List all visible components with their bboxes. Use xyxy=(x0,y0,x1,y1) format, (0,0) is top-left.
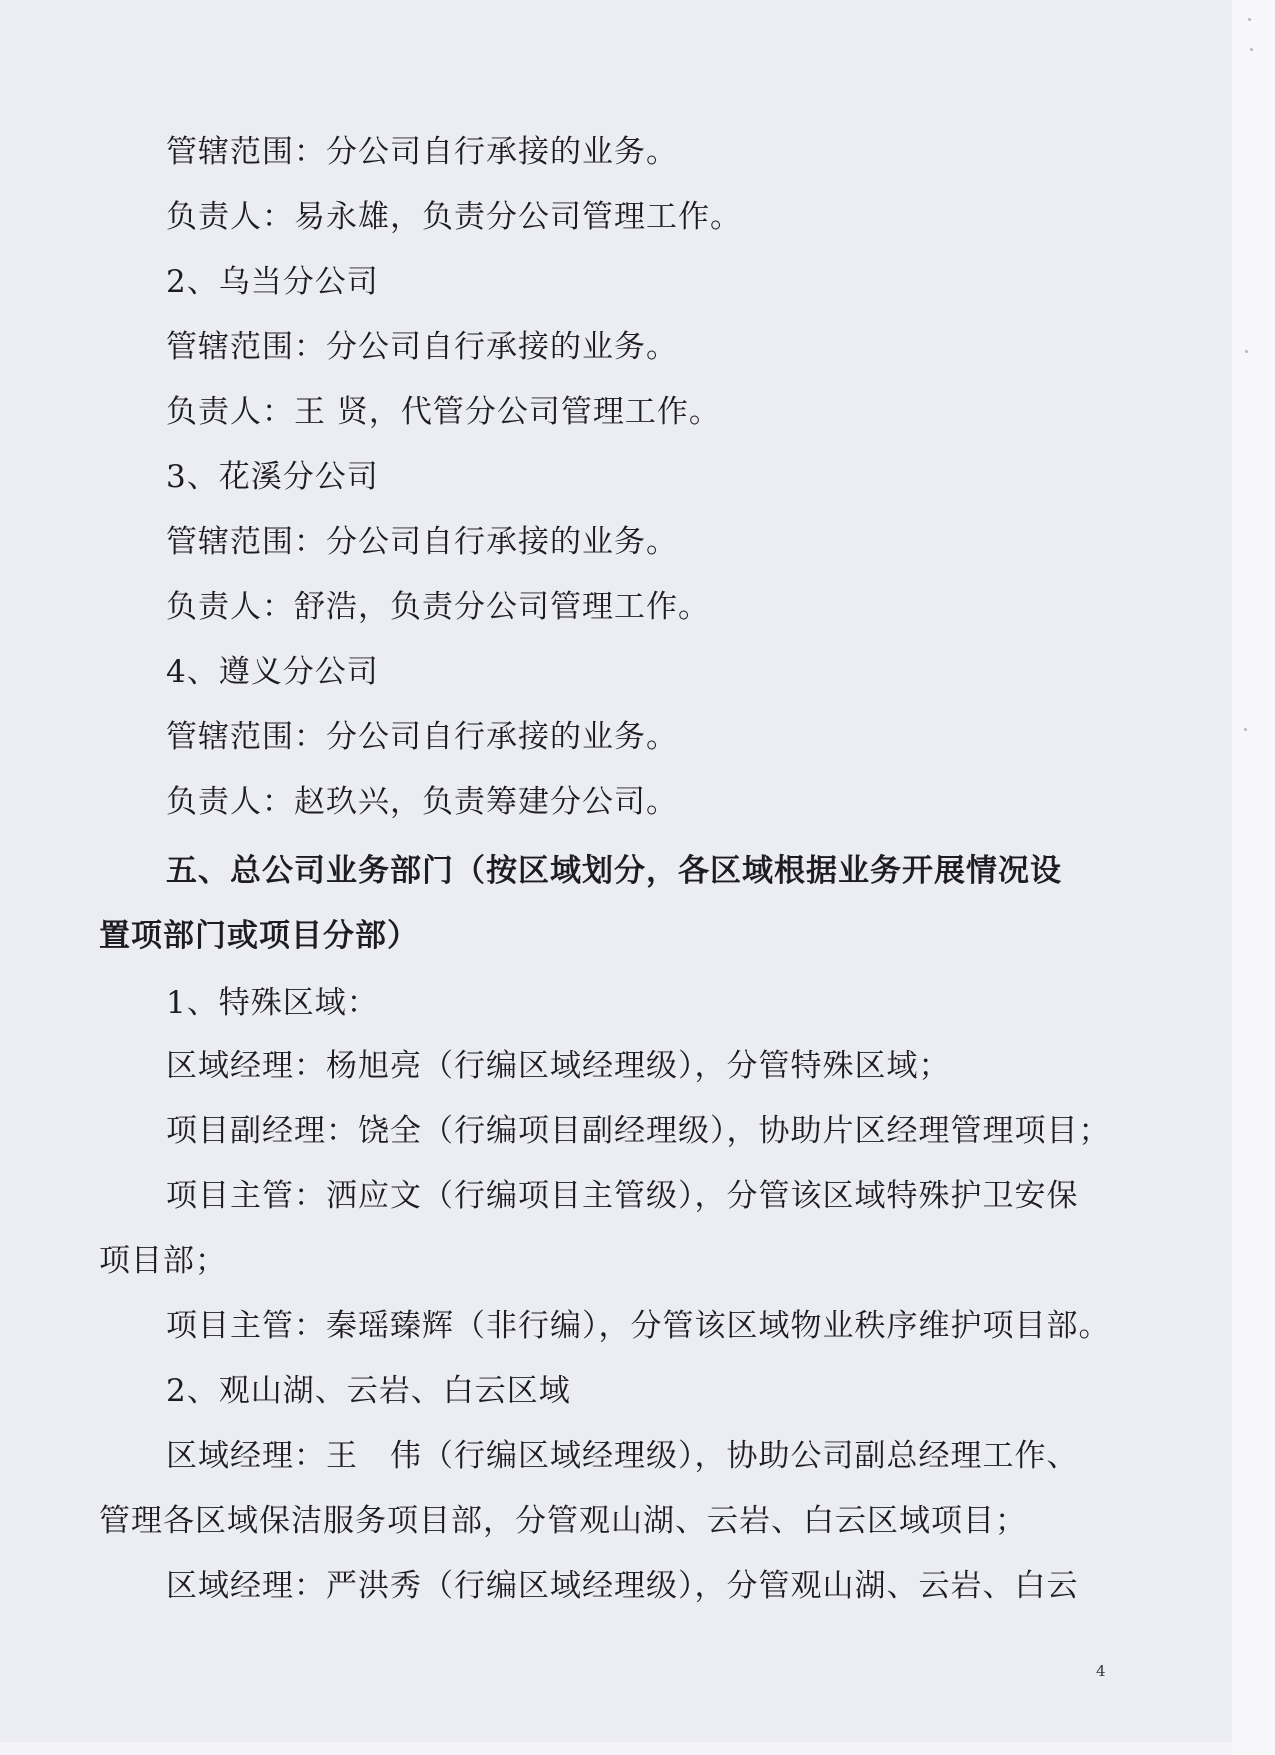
text-line-head: 负责人：易永雄，负责分公司管理工作。 xyxy=(166,199,742,235)
text-line-project-supervisor-2: 项目主管：秦瑶臻辉（非行编），分管该区域物业秩序维护项目部。 xyxy=(166,1308,1111,1344)
section-heading-wudang: 2、乌当分公司 xyxy=(166,264,379,300)
text-line-head: 负责人：舒浩，负责分公司管理工作。 xyxy=(166,589,710,625)
section-heading-special-area: 1、特殊区域： xyxy=(166,985,379,1021)
text-line-head: 负责人：赵玖兴，负责筹建分公司。 xyxy=(166,784,678,820)
text-line-deputy-manager: 项目副经理：饶全（行编项目副经理级），协助片区经理管理项目； xyxy=(166,1113,1111,1149)
page-number: 4 xyxy=(1096,1662,1106,1680)
scan-edge xyxy=(1232,0,1275,1755)
scan-speck xyxy=(1245,350,1248,353)
text-line-area-manager-wangwei-cont: 管理各区域保洁服务项目部，分管观山湖、云岩、白云区域项目； xyxy=(99,1503,1027,1539)
section-heading-zunyi: 4、遵义分公司 xyxy=(166,654,379,690)
text-line-scope: 管辖范围：分公司自行承接的业务。 xyxy=(166,524,678,560)
text-line-project-supervisor: 项目主管：洒应文（行编项目主管级），分管该区域特殊护卫安保 xyxy=(166,1178,1079,1214)
text-line-head: 负责人：王 贤，代管分公司管理工作。 xyxy=(166,394,721,430)
text-line-scope: 管辖范围：分公司自行承接的业务。 xyxy=(166,134,678,170)
chapter-heading-five: 五、总公司业务部门（按区域划分，各区域根据业务开展情况设 xyxy=(166,853,1062,889)
chapter-heading-five-cont: 置项部门或项目分部） xyxy=(99,918,419,954)
scan-speck xyxy=(1250,48,1253,51)
section-heading-huaxi: 3、花溪分公司 xyxy=(166,459,379,495)
scan-bottom-edge xyxy=(0,1742,1232,1755)
text-line-area-manager: 区域经理：杨旭亮（行编区域经理级），分管特殊区域； xyxy=(166,1048,951,1084)
text-line-project-supervisor-cont: 项目部； xyxy=(99,1243,227,1279)
text-line-scope: 管辖范围：分公司自行承接的业务。 xyxy=(166,719,678,755)
text-line-area-manager-wangwei: 区域经理：王 伟（行编区域经理级），协助公司副总经理工作、 xyxy=(166,1438,1079,1474)
scan-speck xyxy=(1244,728,1247,731)
section-heading-guanshanhu: 2、观山湖、云岩、白云区域 xyxy=(166,1373,571,1409)
scan-speck xyxy=(1248,18,1251,21)
text-line-area-manager-yanhongxiu: 区域经理：严洪秀（行编区域经理级），分管观山湖、云岩、白云 xyxy=(166,1568,1079,1604)
text-line-scope: 管辖范围：分公司自行承接的业务。 xyxy=(166,329,678,365)
